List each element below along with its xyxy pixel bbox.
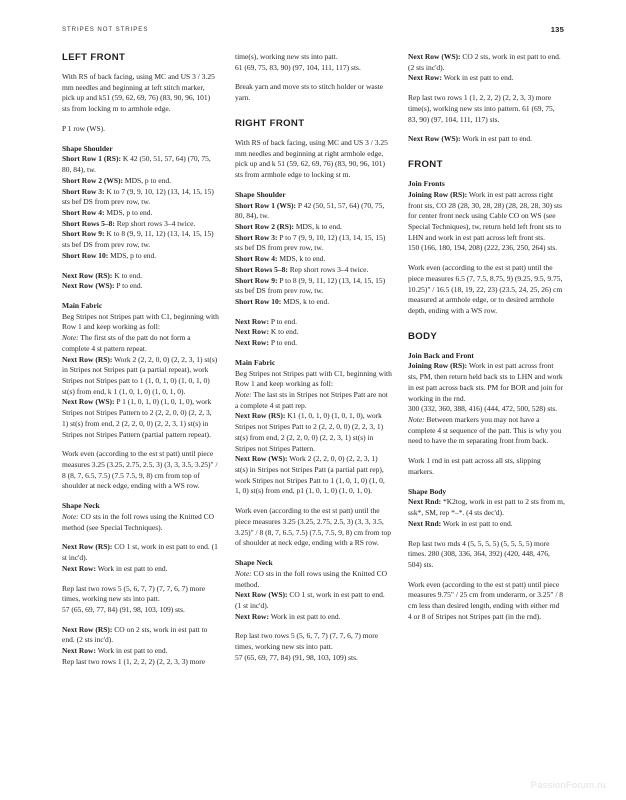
note-label: Note: (235, 390, 252, 399)
instruction-label: Joining Row (RS): (408, 361, 468, 371)
sub-heading: Shape Shoulder (235, 189, 286, 199)
instruction-label: Short Row 1 (RS): (62, 154, 121, 164)
instruction-text: Work in est patt to end. (95, 646, 168, 656)
instruction-row (408, 497, 565, 518)
instruction-text: P to 8 (9, 9, 11, 12) (13, 14, 15, 15) sts bef DS from prev row, tw. (235, 275, 386, 296)
instruction-label: Short Row 9: (62, 229, 105, 239)
instruction-row (235, 254, 392, 265)
instruction-row (235, 411, 392, 454)
instruction-row (62, 219, 219, 230)
column-right (408, 52, 565, 752)
note-text: The last sts in Stripes not Stripes Patt are not a complete 4 st patt rep. (235, 390, 388, 410)
instruction-row (62, 176, 219, 187)
section-heading: RIGHT FRONT (235, 117, 305, 129)
instruction-text: Work in est patt to end. (441, 73, 514, 83)
instruction-row (235, 201, 392, 222)
instruction-row (62, 625, 219, 646)
note-text: Between markers you may not have a complete 4 st sequence of the patt. This is why you need to have the m separating front from back. (408, 415, 562, 446)
note-text: CO sts in the foll rows using the Knitted CO method. (235, 568, 388, 589)
instruction-row (62, 251, 219, 262)
instruction-label: Short Row 1 (WS): (235, 200, 297, 210)
instruction-label: Next Row (WS): (62, 397, 115, 407)
instruction-text: Work in est patt to end. (460, 134, 533, 144)
note-text: CO sts in the foll rows using the Knitted CO method (see Special Techniques). (62, 511, 215, 532)
instruction-text: P to end. (114, 281, 143, 291)
instruction-row (408, 519, 565, 530)
instruction-label: Short Row 3: (62, 186, 105, 196)
paragraph: Beg Stripes not Stripes patt with C1, beginning with Row 1 and keep working as foll: (235, 368, 392, 389)
paragraph: Work 1 rnd in est patt across all sts, slipping markers. (408, 456, 541, 476)
instruction-text: MDS, k to end. (277, 254, 326, 264)
paragraph: P 1 row (WS). (62, 123, 106, 133)
instruction-text: P to 7 (9, 9, 10, 12) (13, 14, 15, 15) sts bef DS from prev row, tw. (235, 232, 386, 253)
instruction-text: Work in est patt across front sts, PM, then return held back sts to LHN and work in est patt across back sts. PM for BOR and join for working in the rnd. (408, 361, 563, 403)
instruction-text: K to end. (112, 270, 142, 280)
section-heading: LEFT FRONT (62, 52, 126, 63)
instruction-text: K 42 (50, 51, 57, 64) (70, 75, 80, 84), tw. (62, 154, 211, 175)
instruction-label: Next Row (WS): (235, 590, 288, 600)
note (62, 512, 219, 533)
instruction-text: Work 2 (2, 2, 0, 0) (2, 2, 3, 1) st(s) in Stripes not Stripes patt (a partial repeat), work Stripes not Stripes patt to 1 (1, 0, 1, 0) (1, 0, 1, 0) st(s) from end, k 1 (1, 0, 1, 0) (1, 0, 1, 0). (62, 354, 218, 396)
instruction-row (235, 317, 392, 328)
note-label: Note: (408, 415, 425, 425)
sub-heading: Shape Neck (235, 558, 273, 568)
instruction-label: Next Row: (62, 563, 96, 573)
instruction-row (62, 208, 219, 219)
instruction-row (235, 590, 392, 611)
instruction-label: Next Row: (235, 327, 269, 337)
paragraph: Rep last two rows 1 (1, 2, 2, 2) (2, 2, 3, 3) more (62, 656, 206, 666)
instruction-text: Work in est patt to end. (441, 518, 513, 528)
instruction-text: Work in est patt to end. (268, 611, 341, 621)
instruction-text: K to end. (268, 327, 299, 337)
instruction-label: Next Row (WS): (62, 281, 115, 291)
instruction-text: CO 1 st, work in est patt to end. (1 st inc'd). (62, 542, 218, 563)
paragraph: 150 (166, 180, 194, 208) (222, 236, 250, 264) sts. (408, 243, 558, 253)
paragraph: Beg Stripes not Stripes patt with C1, beginning with Row 1 and keep working as foll: (62, 311, 219, 332)
instruction-row (235, 327, 392, 338)
instruction-label: Next Row (WS): (408, 134, 461, 144)
note (62, 333, 219, 354)
section-heading: BODY (408, 330, 438, 342)
site-watermark: PassionForum.ru (530, 780, 606, 791)
paragraph: With RS of back facing, using MC and US 3 / 3.25 mm needles and beginning at right armhole edge, pick up and k 51 (59, 62, 69, 76) (83, 90, 96, 101) sts from armhole edge to locking st m. (235, 137, 388, 180)
sub-heading: Main Fabric (235, 357, 276, 367)
instruction-label: Next Row: (408, 73, 442, 83)
instruction-text: Work in est patt to end. (95, 563, 168, 573)
instruction-text: MDS, p to end. (123, 175, 171, 185)
column-middle (235, 52, 392, 752)
instruction-text: Work in est patt across right front sts, CO 28 (28, 30, 28, 28) (28, 28, 28, 30) sts for center front neck using Cable CO on WS (see Special Techniques), tw, return held left front sts to LHN and work in est patt across left front sts. (408, 189, 562, 242)
sub-heading: Shape Body (408, 486, 447, 496)
instruction-row (235, 297, 392, 308)
paragraph: time(s), working new sts into patt. (235, 52, 338, 61)
instruction-label: Next Rnd: (408, 497, 442, 507)
paragraph: Work even (according to the est st patt) until the piece measures 3.25 (3.25, 2.75, 2.5, 3) (3, 3, 3.5, 3.25)" / 8 (8, 7, 6.5, 7.5) (7.5, 7.5, 9, 8) cm from top of shoulder at neck edge, ending with a RS row. (235, 506, 391, 548)
paragraph: Rep last two rows 1 (1, 2, 2, 2) (2, 2, 3, 3) more time(s), working new sts into pattern. 61 (69, 75, 83, 90) (97, 104, 111, 117) sts. (408, 93, 555, 124)
paragraph: With RS of back facing, using MC and US 3 / 3.25 mm needles and beginning at left stitch marker, pick up and k51 (59, 62, 69, 76) (83, 90, 96, 101) sts from locking m to armhole edge. (62, 72, 215, 114)
page-number: 135 (550, 25, 564, 34)
paragraph: Break yarn and move sts to stitch holder or waste yarn. (235, 82, 384, 103)
instruction-row (408, 190, 565, 244)
instruction-label: Short Row 10: (235, 296, 282, 306)
instruction-text: MDS, p to end. (104, 207, 153, 217)
instruction-row (62, 271, 219, 282)
instruction-row (235, 338, 392, 349)
paragraph: 57 (65, 69, 77, 84) (91, 98, 103, 109) sts. (235, 652, 358, 662)
sub-heading: Join Fronts (408, 179, 445, 189)
instruction-row (62, 397, 219, 440)
instruction-text: *K2tog, work in est patt to 2 sts from m, ssk*, SM, rep *–*. (4 sts dec'd). (408, 497, 565, 518)
sub-heading: Main Fabric (62, 300, 103, 310)
paragraph: Rep last two rows 5 (5, 6, 7, 7) (7, 7, 6, 7) more times, working new sts into patt. (62, 583, 206, 604)
instruction-text: P 1 (1, 0, 1, 0) (1, 0, 1, 0), work Stripes not Stripes Pattern to 2 (2, 2, 0, 0) (2, 2, 3, 1) st(s) from end, 2 (2, 2, 0, 0) (2, 2, 3, 1) st(s) in Stripes not Stripes Pattern (partial pattern repeat). (62, 397, 212, 439)
instruction-text: CO on 2 sts, work in est patt to end. (2 sts inc'd). (62, 624, 208, 645)
instruction-text: MDS, k to end. (281, 296, 330, 306)
instruction-text: CO 1 st, work in est patt to end. (1 st inc'd). (235, 590, 385, 610)
instruction-text: Work 2 (2, 2, 0, 0) (2, 2, 3, 1) st(s) in Stripes not Stripes Patt (a partial patt rep), work Stripes not Stripes Patt to 1 (1, 0, 1, 0) (1, 0, 1, 0) st(s) from end, p1 (1, 0, 1, 0) (1, 0, 1, 0). (235, 454, 385, 496)
instruction-row (62, 187, 219, 208)
column-left (62, 52, 219, 752)
instruction-text: P 42 (50, 51, 57, 64) (70, 75, 80, 84), tw. (235, 200, 385, 221)
instruction-label: Short Row 2 (WS): (62, 175, 124, 185)
instruction-label: Short Row 4: (62, 207, 105, 217)
paragraph: 61 (69, 75, 83, 90) (97, 104, 111, 117) sts. (235, 62, 361, 72)
note-label: Note: (62, 333, 79, 343)
instruction-row (235, 276, 392, 297)
instruction-text: K to 7 (9, 9, 10, 12) (13, 14, 15, 15) sts bef DS from prev row, tw. (62, 186, 214, 207)
paragraph: 300 (332, 360, 388, 416) (444, 472, 500, 528) sts. (408, 404, 558, 414)
instruction-text: K1 (1, 0, 1, 0) (1, 0, 1, 0), work Stripes not Stripes Patt to 2 (2, 2, 0, 0) (2, 2, 3, 1) st(s) from end, 2 (2, 2, 0, 0) (2, 2, 3, 1) st(s) in Stripes not Stripes Pattern. (235, 411, 384, 453)
instruction-label: Short Rows 5–8: (62, 218, 115, 228)
instruction-row (62, 355, 219, 398)
note-label: Note: (235, 568, 252, 578)
instruction-label: Next Row: (235, 316, 269, 326)
paragraph: 57 (65, 69, 77, 84) (91, 98, 103, 109) sts. (62, 604, 185, 614)
instruction-row (62, 542, 219, 563)
paragraph: Work even (according to the est st patt) until the piece measures 6.5 (7, 7.5, 8.75, 9) (9.25, 9.5, 9.75, 10.25)" / 16.5 (18, 19, 22, 23) (23.5, 24, 25, 26) cm measured at armhole edge, or to desired armhole depth, ending with a WS row. (408, 263, 563, 315)
note-label: Note: (62, 511, 79, 521)
instruction-label: Next Row: (235, 611, 269, 621)
instruction-label: Next Row: (235, 338, 269, 348)
instruction-row (408, 73, 565, 84)
instruction-label: Joining Row (RS): (408, 189, 468, 199)
instruction-row (408, 52, 565, 73)
instruction-text: MDS, k to end. (293, 221, 342, 231)
instruction-row (408, 361, 565, 404)
instruction-row (235, 612, 392, 623)
instruction-label: Next Row (RS): (235, 411, 286, 421)
instruction-text: Rep short rows 3–4 twice. (114, 218, 196, 228)
running-head: STRIPES NOT STRIPES (62, 26, 149, 33)
note (408, 415, 565, 447)
instruction-label: Next Row: (62, 646, 96, 656)
instruction-label: Short Row 2 (RS): (235, 221, 294, 231)
instruction-text: Rep short rows 3–4 twice. (287, 264, 369, 274)
instruction-label: Short Row 3: (235, 232, 278, 242)
instruction-text: MDS, p to end. (108, 250, 157, 260)
instruction-row (62, 564, 219, 575)
instruction-label: Short Row 4: (235, 254, 278, 264)
sub-heading: Shape Neck (62, 501, 100, 511)
note-text: The first sts of the patt do not form a complete 4 st pattern repeat. (62, 333, 191, 353)
instruction-label: Next Row (WS): (408, 52, 461, 61)
instruction-label: Short Row 10: (62, 250, 109, 260)
instruction-row (235, 265, 392, 276)
sub-heading: Shape Shoulder (62, 143, 113, 153)
instruction-text: P to end. (268, 338, 298, 348)
paragraph: Rep last two rnds 4 (5, 5, 5, 5) (5, 5, 5, 5) more times. 280 (308, 336, 364, 392) (420, 448, 476, 504) sts. (408, 538, 550, 569)
instruction-row (235, 222, 392, 233)
instruction-row (235, 233, 392, 254)
instruction-text: P to end. (268, 316, 298, 326)
instruction-label: Next Rnd: (408, 518, 442, 528)
instruction-label: Next Row (RS): (62, 542, 113, 552)
instruction-text: K to 8 (9, 9, 11, 12) (13, 14, 15, 15) sts bef DS from prev row, tw. (62, 229, 214, 250)
instruction-label: Short Rows 5–8: (235, 264, 288, 274)
paragraph: Work even (according to the est st patt) until piece measures 9.75" / 25 cm from underarm, or 3.25" / 8 cm less than desired length, ending with either rnd 4 or 8 of Stripes not Stripes patt (in the rnd). (408, 579, 564, 621)
instruction-label: Next Row (WS): (235, 454, 288, 464)
note (235, 390, 392, 411)
instruction-row (62, 281, 219, 292)
instruction-row (62, 646, 219, 657)
instruction-label: Short Row 9: (235, 275, 278, 285)
instruction-row (235, 454, 392, 497)
instruction-text: CO 2 sts, work in est patt to end. (2 sts inc'd). (408, 52, 561, 72)
paragraph: Rep last two rows 5 (5, 6, 7, 7) (7, 7, 6, 7) more times, working new sts into patt. (235, 631, 379, 652)
instruction-label: Next Row (RS): (62, 270, 113, 280)
instruction-row (62, 229, 219, 250)
paragraph: Work even (according to the est st patt) until piece measures 3.25 (3.25, 2.75, 2.5, 3) (3, 3, 3.5, 3.25)" / 8 (8, 7, 6.5, 7.5) (7.5 7.5, 9, 8) cm from top of shoulder at neck edge, ending with a WS row. (62, 449, 218, 491)
sub-heading: Join Back and Front (408, 350, 474, 360)
instruction-label: Next Row (RS): (62, 354, 113, 364)
instruction-row (408, 134, 565, 145)
instruction-label: Next Row (RS): (62, 624, 113, 634)
instruction-row (62, 154, 219, 175)
note (235, 569, 392, 590)
section-heading: FRONT (408, 159, 443, 171)
text-columns (62, 52, 566, 752)
